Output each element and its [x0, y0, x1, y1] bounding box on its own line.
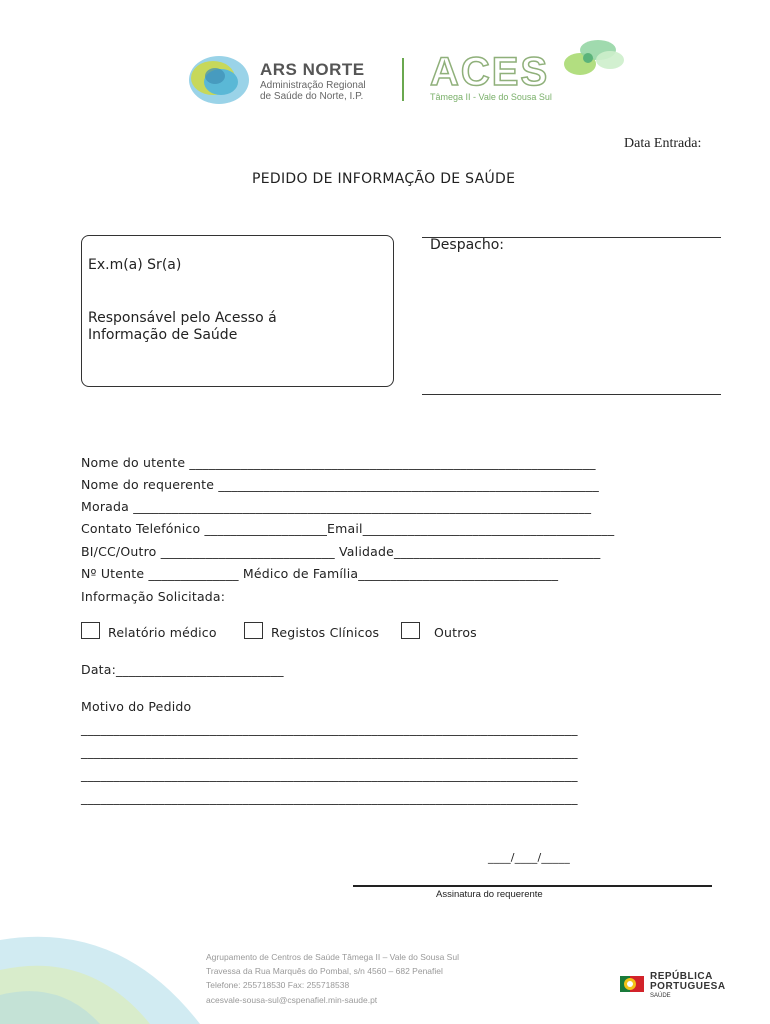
- ars-norte-logo: [185, 52, 385, 112]
- republica-line-3: SAÚDE: [650, 993, 671, 999]
- morada-field[interactable]: Morada _______________________________________________________________________: [81, 499, 592, 514]
- footer-line-4: acesvale-sousa-sul@cspenafiel.min-saude.pt: [206, 995, 378, 1005]
- motivo-line[interactable]: _____________________________________________________________________________: [81, 790, 578, 805]
- motivo-line[interactable]: _____________________________________________________________________________: [81, 721, 578, 736]
- ars-title: ARS NORTE: [260, 60, 365, 79]
- despacho-label: Despacho:: [430, 237, 505, 253]
- signature-line: [353, 885, 712, 887]
- utente-medico-field[interactable]: Nº Utente ______________ Médico de Família_______________________________: [81, 566, 559, 581]
- signature-date-field[interactable]: ____/____/_____: [488, 851, 570, 864]
- ars-subtitle-2: de Saúde do Norte, I.P.: [260, 91, 364, 102]
- outros-label: Outros: [434, 625, 477, 640]
- footer-line-3: Telefone: 255718530 Fax: 255718538: [206, 980, 350, 990]
- motivo-label: Motivo do Pedido: [81, 699, 192, 714]
- contato-email-field[interactable]: Contato Telefónico ___________________Email_______________________________________: [81, 521, 615, 536]
- motivo-line[interactable]: _____________________________________________________________________________: [81, 744, 578, 759]
- ars-logo-mark-icon: [185, 52, 255, 108]
- portugal-emblem-icon: [620, 972, 646, 996]
- data-entrada-label: Data Entrada:: [624, 136, 702, 151]
- outros-checkbox[interactable]: [401, 622, 420, 639]
- footer-swoosh-icon: [0, 920, 200, 1024]
- aces-leaf-icon: [558, 34, 628, 84]
- registos-checkbox[interactable]: [244, 622, 263, 639]
- despacho-bottom-line: [422, 394, 721, 395]
- addressee-line-1: Ex.m(a) Sr(a): [88, 257, 182, 273]
- aces-title: ACES: [430, 50, 550, 94]
- data-field[interactable]: Data:__________________________: [81, 662, 284, 677]
- assinatura-label: Assinatura do requerente: [436, 889, 543, 900]
- nome-requerente-field[interactable]: Nome do requerente ___________________________________________________________: [81, 477, 599, 492]
- nome-utente-field[interactable]: Nome do utente _______________________________________________________________: [81, 455, 596, 470]
- addressee-line-3: Informação de Saúde: [88, 327, 238, 343]
- form-title: PEDIDO DE INFORMAÇÃO DE SAÚDE: [252, 171, 516, 187]
- ars-subtitle-1: Administração Regional: [260, 80, 366, 91]
- bi-validade-field[interactable]: BI/CC/Outro ___________________________ Validade________________________________: [81, 544, 601, 559]
- info-solicitada-label: Informação Solicitada:: [81, 589, 226, 604]
- motivo-line[interactable]: _____________________________________________________________________________: [81, 767, 578, 782]
- republica-line-2: PORTUGUESA: [650, 981, 726, 992]
- republica-portuguesa-logo: [620, 970, 750, 1004]
- relatorio-checkbox[interactable]: [81, 622, 100, 639]
- addressee-line-2: Responsável pelo Acesso á: [88, 310, 277, 326]
- header-divider: [402, 58, 404, 101]
- relatorio-label: Relatório médico: [108, 625, 217, 640]
- footer-line-1: Agrupamento de Centros de Saúde Tâmega II – Vale do Sousa Sul: [206, 952, 459, 962]
- aces-logo: [428, 34, 638, 110]
- registos-label: Registos Clínicos: [271, 625, 380, 640]
- footer-line-2: Travessa da Rua Marquês do Pombal, s/n 4560 – 682 Penafiel: [206, 966, 443, 976]
- aces-subtitle: Tâmega II - Vale do Sousa Sul: [430, 92, 552, 102]
- republica-line-1: REPÚBLICA: [650, 971, 713, 982]
